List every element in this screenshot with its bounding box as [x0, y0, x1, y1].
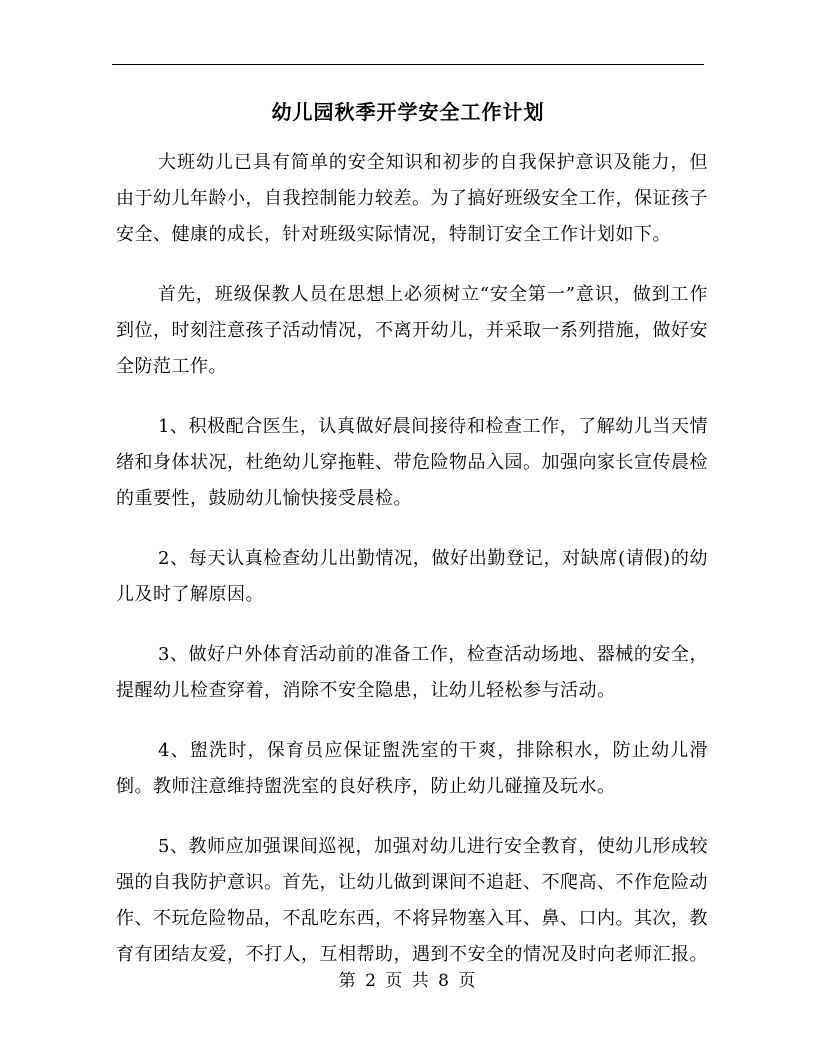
paragraph-item-1: 1、积极配合医生，认真做好晨间接待和检查工作，了解幼儿当天情绪和身体状况，杜绝幼儿穿拖鞋、带危险物品入园。加强向家长宣传晨检的重要性，鼓励幼儿愉快接受晨检。	[116, 416, 708, 509]
paragraph-item-3: 3、做好户外体育活动前的准备工作，检查活动场地、器械的安全，提醒幼儿检查穿着，消除不安全隐患，让幼儿轻松参与活动。	[116, 644, 708, 701]
page-number-footer: 第 2 页 共 8 页	[338, 971, 478, 991]
document-body	[116, 145, 708, 997]
paragraph-item-5: 5、教师应加强课间巡视，加强对幼儿进行安全教育，使幼儿形成较强的自我防护意识。首先，让幼儿做到课间不追赶、不爬高、不作危险动作、不玩危险物品，不乱吃东西，不将异物塞入耳、鼻、口内。其次，教育有团结友爱，不打人，互相帮助，遇到不安全的情况及时向老师汇报。	[116, 836, 708, 965]
paragraph-intro: 大班幼儿已具有简单的安全知识和初步的自我保护意识及能力，但由于幼儿年龄小，自我控制能力较差。为了搞好班级安全工作，保证孩子安全、健康的成长，针对班级实际情况，特制订安全工作计划如下。	[116, 152, 708, 245]
paragraph-item-2: 2、每天认真检查幼儿出勤情况，做好出勤登记，对缺席(请假)的幼儿及时了解原因。	[116, 548, 708, 605]
paragraph-item-4: 4、盥洗时，保育员应保证盥洗室的干爽，排除积水，防止幼儿滑倒。教师注意维持盥洗室的良好秩序，防止幼儿碰撞及玩水。	[116, 740, 708, 797]
paragraph-first: 首先，班级保教人员在思想上必须树立“安全第一”意识，做到工作到位，时刻注意孩子活动情况，不离开幼儿，并采取一系列措施，做好安全防范工作。	[116, 284, 708, 377]
header-rule	[112, 64, 704, 65]
document-title: 幼儿园秋季开学安全工作计划	[271, 100, 545, 124]
